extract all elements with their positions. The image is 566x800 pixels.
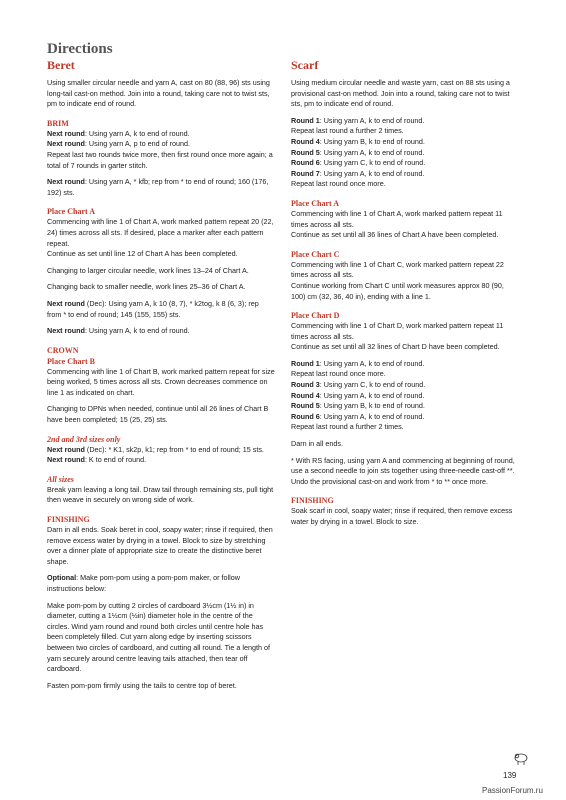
beret-finishing-para-4: Fasten pom-pom firmly using the tails to centre top of beret. [47,680,237,690]
brim-block-1: Next round: Using yarn A, k to end of round. Next round: Using yarn A, p to end of round. Repeat last two rounds twice more, then first round once more again; a total of 7 rounds in garter stitch. [47,128,273,170]
scarf-chart-a-text: Commencing with line 1 of Chart A, work marked pattern repeat 11 times across all sts. Continue as set until all 36 lines of Chart A have been completed. [291,208,503,240]
beret-title: Beret [47,58,75,72]
scarf-chart-d-text: Commencing with line 1 of Chart D, work marked pattern repeat 11 times across all sts. Continue as set until all 32 lines of Chart D have been completed. [291,321,504,352]
place-chart-a-heading: Place Chart A [47,207,95,217]
scarf-chart-a-heading: Place Chart A [291,198,339,208]
scarf-rounds-1: Round 1: Using yarn A, k to end of round. Repeat last round a further 2 times. Round 4: Using yarn B, k to end of round. Round 5: Using yarn A, k to end of round. Round 6: Using yarn C, k to end of round. Round 7: Using yarn A, k to end of round. Repeat last round once more. [291,115,426,189]
brim-block-2: Next round: Using yarn A, * kfb; rep from * to end of round; 160 (176, 192) sts. [47,177,269,197]
beret-finishing-para-2: Optional: Make pom-pom using a pom-pom maker, or follow instructions below: [47,573,240,593]
beret-intro: Using smaller circular needle and yarn A, cast on 80 (88, 96) sts using long-tail cast-on method. Join into a round, taking care not to twist sts, pm to indicate end of round. [47,78,270,109]
sizes-2-3-block: Next round (Dec): * K1, sk2p, k1; rep from * to end of round; 15 sts. Next round: K to end of round. [47,444,264,465]
beret-finishing-para-3: Make pom-pom by cutting 2 circles of cardboard 3½cm (1½ in) in diameter, cutting a 1½cm (½in) diameter hole in the centre of the circles. Wind yarn round and round both circles until centre hole has been completely filled. Cut yarn along edge by inserting scissors between two circles of cardboard, and cutting all round. Tie a length of yarn securely around centre leaving tails attached, then tear off cardboard. [47,600,270,674]
beret-finishing-para-1: Darn in all ends. Soak beret in cool, soapy water; rinse if required, then remove excess water by drying in a towel. Block to size by stretching over a dinner plate of appropriate size to create the distinctive beret shape. [47,525,273,566]
scarf-intro: Using medium circular needle and waste yarn, cast on 88 sts using a provisional cast-on method. Join into a round, taking care not to twist sts, pm to indicate end of round. [291,78,510,109]
scarf-darn: Darn in all ends. [291,439,343,449]
page-title: Directions [47,41,113,57]
all-sizes-text: Break yarn leaving a long tail. Draw tail through remaining sts, pull tight then weave in securely on wrong side of work. [47,484,274,505]
crown-para-2: Changing to DPNs when needed, continue until all 26 lines of Chart B have been completed; 15 (25, 25) sts. [47,404,269,425]
scarf-chart-c-heading: Place Chart C [291,249,340,259]
chart-a-para-4: Next round (Dec): Using yarn A, k 10 (8, 7), * k2tog, k 8 (6, 3); rep from * to end of round; 145 (155, 155) sts. [47,298,259,319]
chart-a-para-3: Changing back to smaller needle, work lines 25–36 of Chart A. [47,282,246,292]
right-column [291,58,520,528]
scarf-rounds-2: Round 1: Using yarn A, k to end of round. Repeat last round once more. Round 3: Using yarn C, k to end of round. Round 4: Using yarn A, k to end of round. Round 5: Using yarn B, k to end of round. Round 6: Using yarn A, k to end of round. Repeat last round a further 2 times. [291,358,426,432]
left-column [47,58,275,691]
scarf-title: Scarf [291,58,319,72]
scarf-chart-c-text: Commencing with line 1 of Chart C, work marked pattern repeat 22 times across all sts. Continue working from Chart C until work measures approx 80 (90, 100) cm (32, 36, 40 in), ending with a line 1. [291,259,504,301]
sheep-logo-icon [512,750,530,768]
brim-heading: BRIM [47,118,69,128]
all-sizes-heading: All sizes [47,474,74,484]
beret-finishing-heading: FINISHING [47,515,90,525]
page-number: 139 [503,771,517,780]
crown-heading: CROWN [47,345,79,355]
chart-a-para-5: Next round: Using yarn A, k to end of round. [47,326,190,336]
watermark: PassionForum.ru [482,786,543,795]
place-chart-b-heading: Place Chart B [47,356,95,366]
chart-a-para-2: Changing to larger circular needle, work lines 13–24 of Chart A. [47,265,249,275]
scarf-finishing-text: Soak scarf in cool, soapy water; rinse if required, then remove excess water by drying in a towel. Block to size. [291,506,513,526]
scarf-rs-note: * With RS facing, using yarn A and commencing at beginning of round, use a second needle to join sts together using three-needle cast-off **. Undo the provisional cast-on and work from * to ** once more. [291,455,515,486]
crown-para-1: Commencing with line 1 of Chart B, work marked pattern repeat for size being worked, 5 times across all sts. Crown decreases commence on line 1 as indicated on chart. [47,366,275,397]
sizes-2-3-heading: 2nd and 3rd sizes only [47,434,121,444]
chart-a-para-1: Commencing with line 1 of Chart A, work marked pattern repeat 20 (22, 24) times across all sts. If desired, place a marker after each pattern repeat. Continue as set until line 12 of Chart A has been completed. [47,217,274,259]
scarf-finishing-heading: FINISHING [291,496,334,506]
scarf-chart-d-heading: Place Chart D [291,311,340,321]
